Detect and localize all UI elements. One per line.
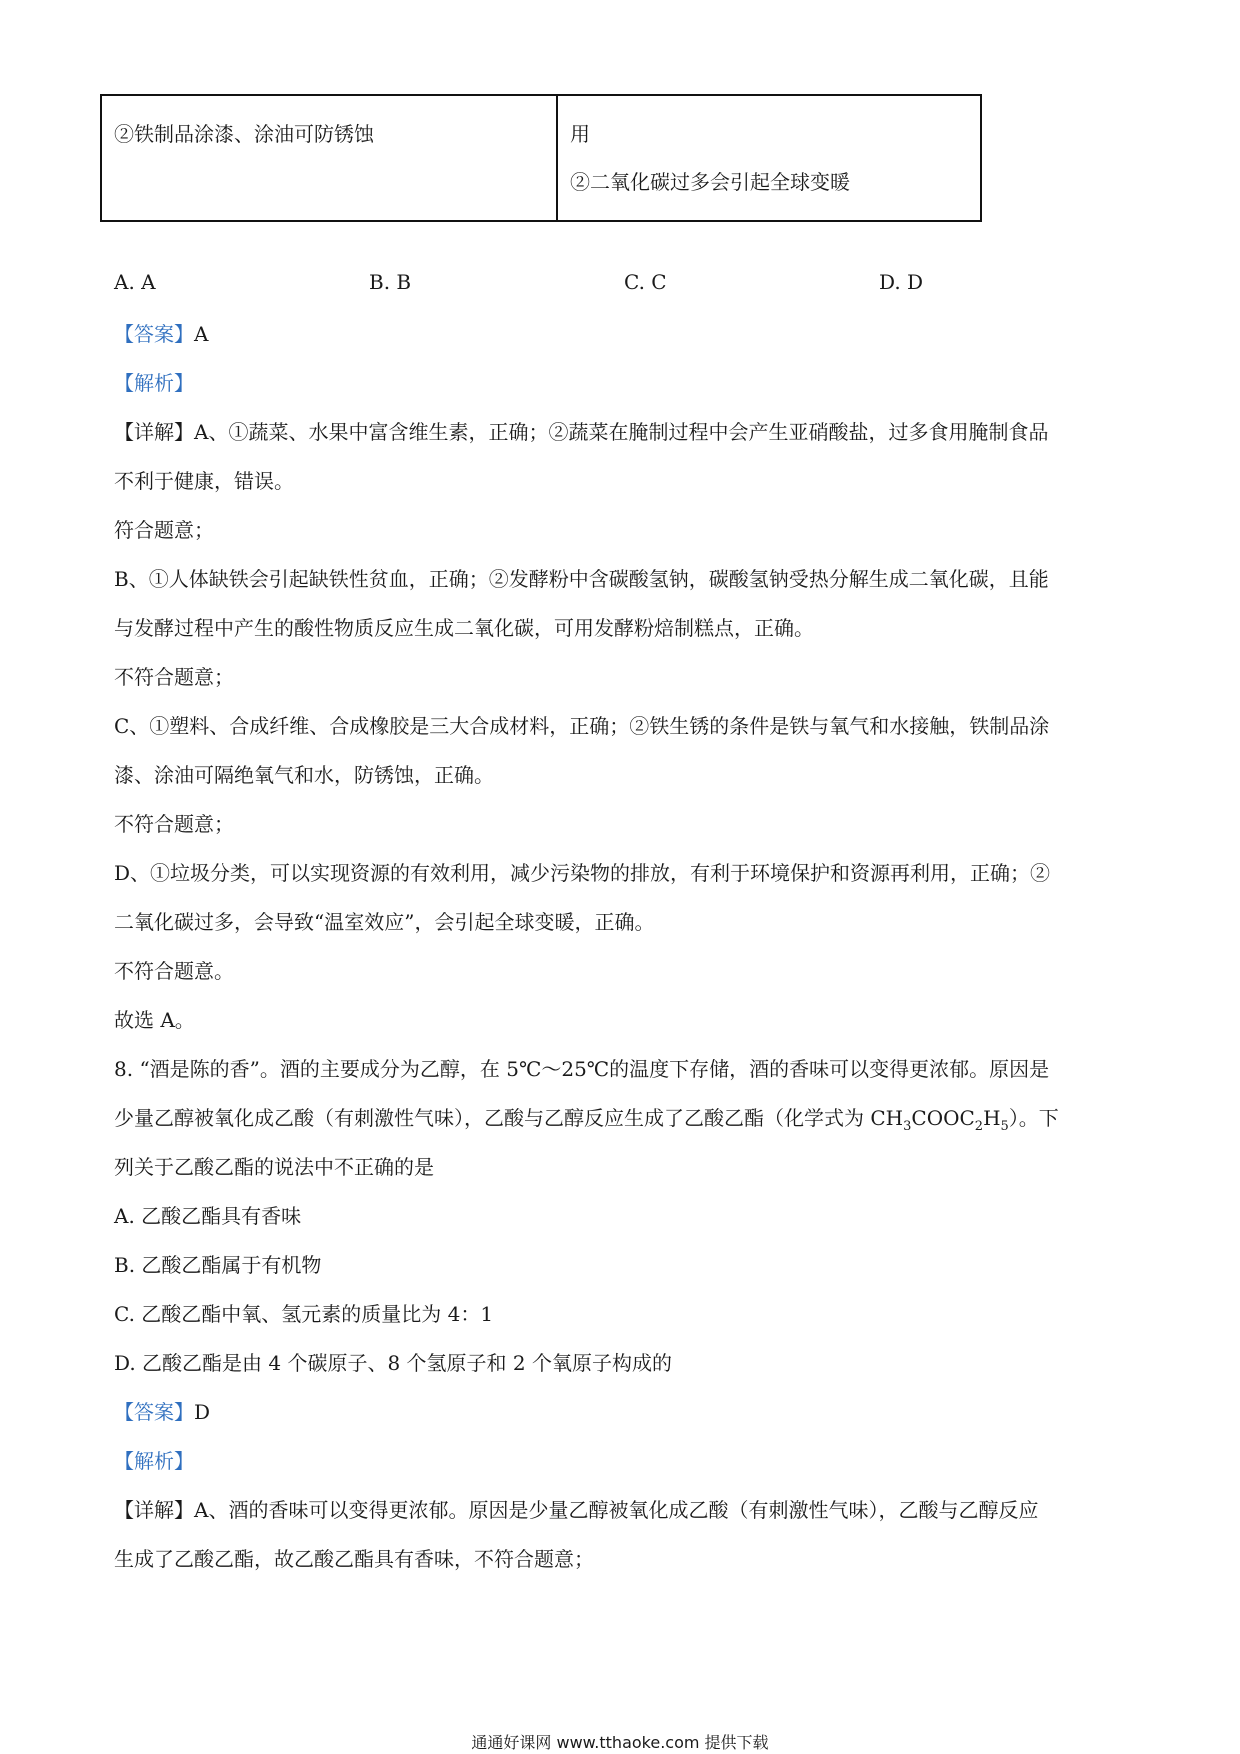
q7-option-c: C. C [624, 270, 667, 294]
answer-tag: 【答案】 [114, 1400, 194, 1424]
q7-detail-line: C、①塑料、合成纤维、合成橡胶是三大合成材料，正确；②铁生锈的条件是铁与氧气和水接触，铁制品涂 [114, 714, 1050, 738]
q7-option-b: B. B [369, 270, 412, 294]
answer-value: D [194, 1400, 211, 1424]
detail-tag: 【详解】 [114, 420, 194, 444]
q8-answer [114, 1398, 210, 1426]
q7-option-a: A. A [114, 270, 156, 294]
q7-detail-line: 符合题意； [114, 518, 214, 542]
q8-stem-line2 [114, 1104, 1059, 1141]
q7-analysis-tag: 【解析】 [114, 371, 194, 395]
q8-detail-line [114, 1496, 1038, 1524]
q8-stem-line1: 8. “酒是陈的香”。酒的主要成分为乙醇，在 5℃～25℃的温度下存储，酒的香味可以变得更浓郁。原因是 [114, 1057, 1050, 1081]
table-cell-right-line2: ②二氧化碳过多会引起全球变暖 [570, 170, 850, 194]
q8-detail-text: A、酒的香味可以变得更浓郁。原因是少量乙醇被氧化成乙酸（有刺激性气味），乙酸与乙醇反应 [194, 1498, 1039, 1522]
table-cell-right [557, 95, 981, 221]
q8-option-a: A. 乙酸乙酯具有香味 [114, 1204, 302, 1228]
q7-detail-line: 二氧化碳过多，会导致“温室效应”，会引起全球变暖，正确。 [114, 910, 655, 934]
page-footer: 通通好课网 www.tthaoke.com 提供下载 [471, 1733, 769, 1752]
q7-option-d: D. D [879, 270, 924, 294]
q7-detail-line: 漆、涂油可隔绝氧气和水，防锈蚀，正确。 [114, 763, 494, 787]
q8-stem-text: 少量乙醇被氧化成乙酸（有刺激性气味），乙酸与乙醇反应生成了乙酸乙酯（化学式为 CH [114, 1106, 904, 1130]
q7-detail-line: 与发酵过程中产生的酸性物质反应生成二氧化碳，可用发酵粉焙制糕点，正确。 [114, 616, 814, 640]
q7-detail-line: 不利于健康，错误。 [114, 469, 294, 493]
formula-subscript: 2 [974, 1119, 984, 1134]
formula-subscript: 5 [1000, 1119, 1009, 1134]
q7-detail-line: 不符合题意； [114, 812, 234, 836]
q7-detail-line [114, 418, 1048, 446]
formula-text: COOC [911, 1106, 975, 1130]
q8-stem-text: ）。下 [1008, 1106, 1059, 1130]
continued-table [100, 94, 982, 222]
q7-detail-line: B、①人体缺铁会引起缺铁性贫血，正确；②发酵粉中含碳酸氢钠，碳酸氢钠受热分解生成二氧化碳，且能 [114, 567, 1049, 591]
q8-analysis-tag: 【解析】 [114, 1449, 194, 1473]
q7-detail-line: 不符合题意； [114, 665, 234, 689]
answer-value: A [194, 322, 209, 346]
q7-detail-line: 不符合题意。 [114, 959, 234, 983]
q7-detail-line: D、①垃圾分类，可以实现资源的有效利用，减少污染物的排放，有利于环境保护和资源再利用，正确；② [114, 861, 1051, 885]
q8-option-c: C. 乙酸乙酯中氧、氢元素的质量比为 4：1 [114, 1302, 494, 1326]
q8-stem-line3: 列关于乙酸乙酯的说法中不正确的是 [114, 1155, 434, 1179]
q7-answer [114, 320, 208, 348]
answer-tag: 【答案】 [114, 322, 194, 346]
q8-detail-line: 生成了乙酸乙酯，故乙酸乙酯具有香味，不符合题意； [114, 1547, 594, 1571]
table-cell-right-line1: 用 [570, 122, 590, 146]
formula-text: H [983, 1106, 1001, 1130]
table-cell-left-text: ②铁制品涂漆、涂油可防锈蚀 [114, 122, 374, 146]
q7-detail-line: 故选 A。 [114, 1008, 195, 1032]
detail-tag: 【详解】 [114, 1498, 194, 1522]
q7-detail-text: A、①蔬菜、水果中富含维生素，正确；②蔬菜在腌制过程中会产生亚硝酸盐，过多食用腌制食品 [194, 420, 1049, 444]
q8-option-b: B. 乙酸乙酯属于有机物 [114, 1253, 322, 1277]
formula-subscript: 3 [903, 1119, 912, 1134]
table-cell-left [101, 95, 557, 221]
q8-option-d: D. 乙酸乙酯是由 4 个碳原子、8 个氢原子和 2 个氧原子构成的 [114, 1351, 672, 1375]
